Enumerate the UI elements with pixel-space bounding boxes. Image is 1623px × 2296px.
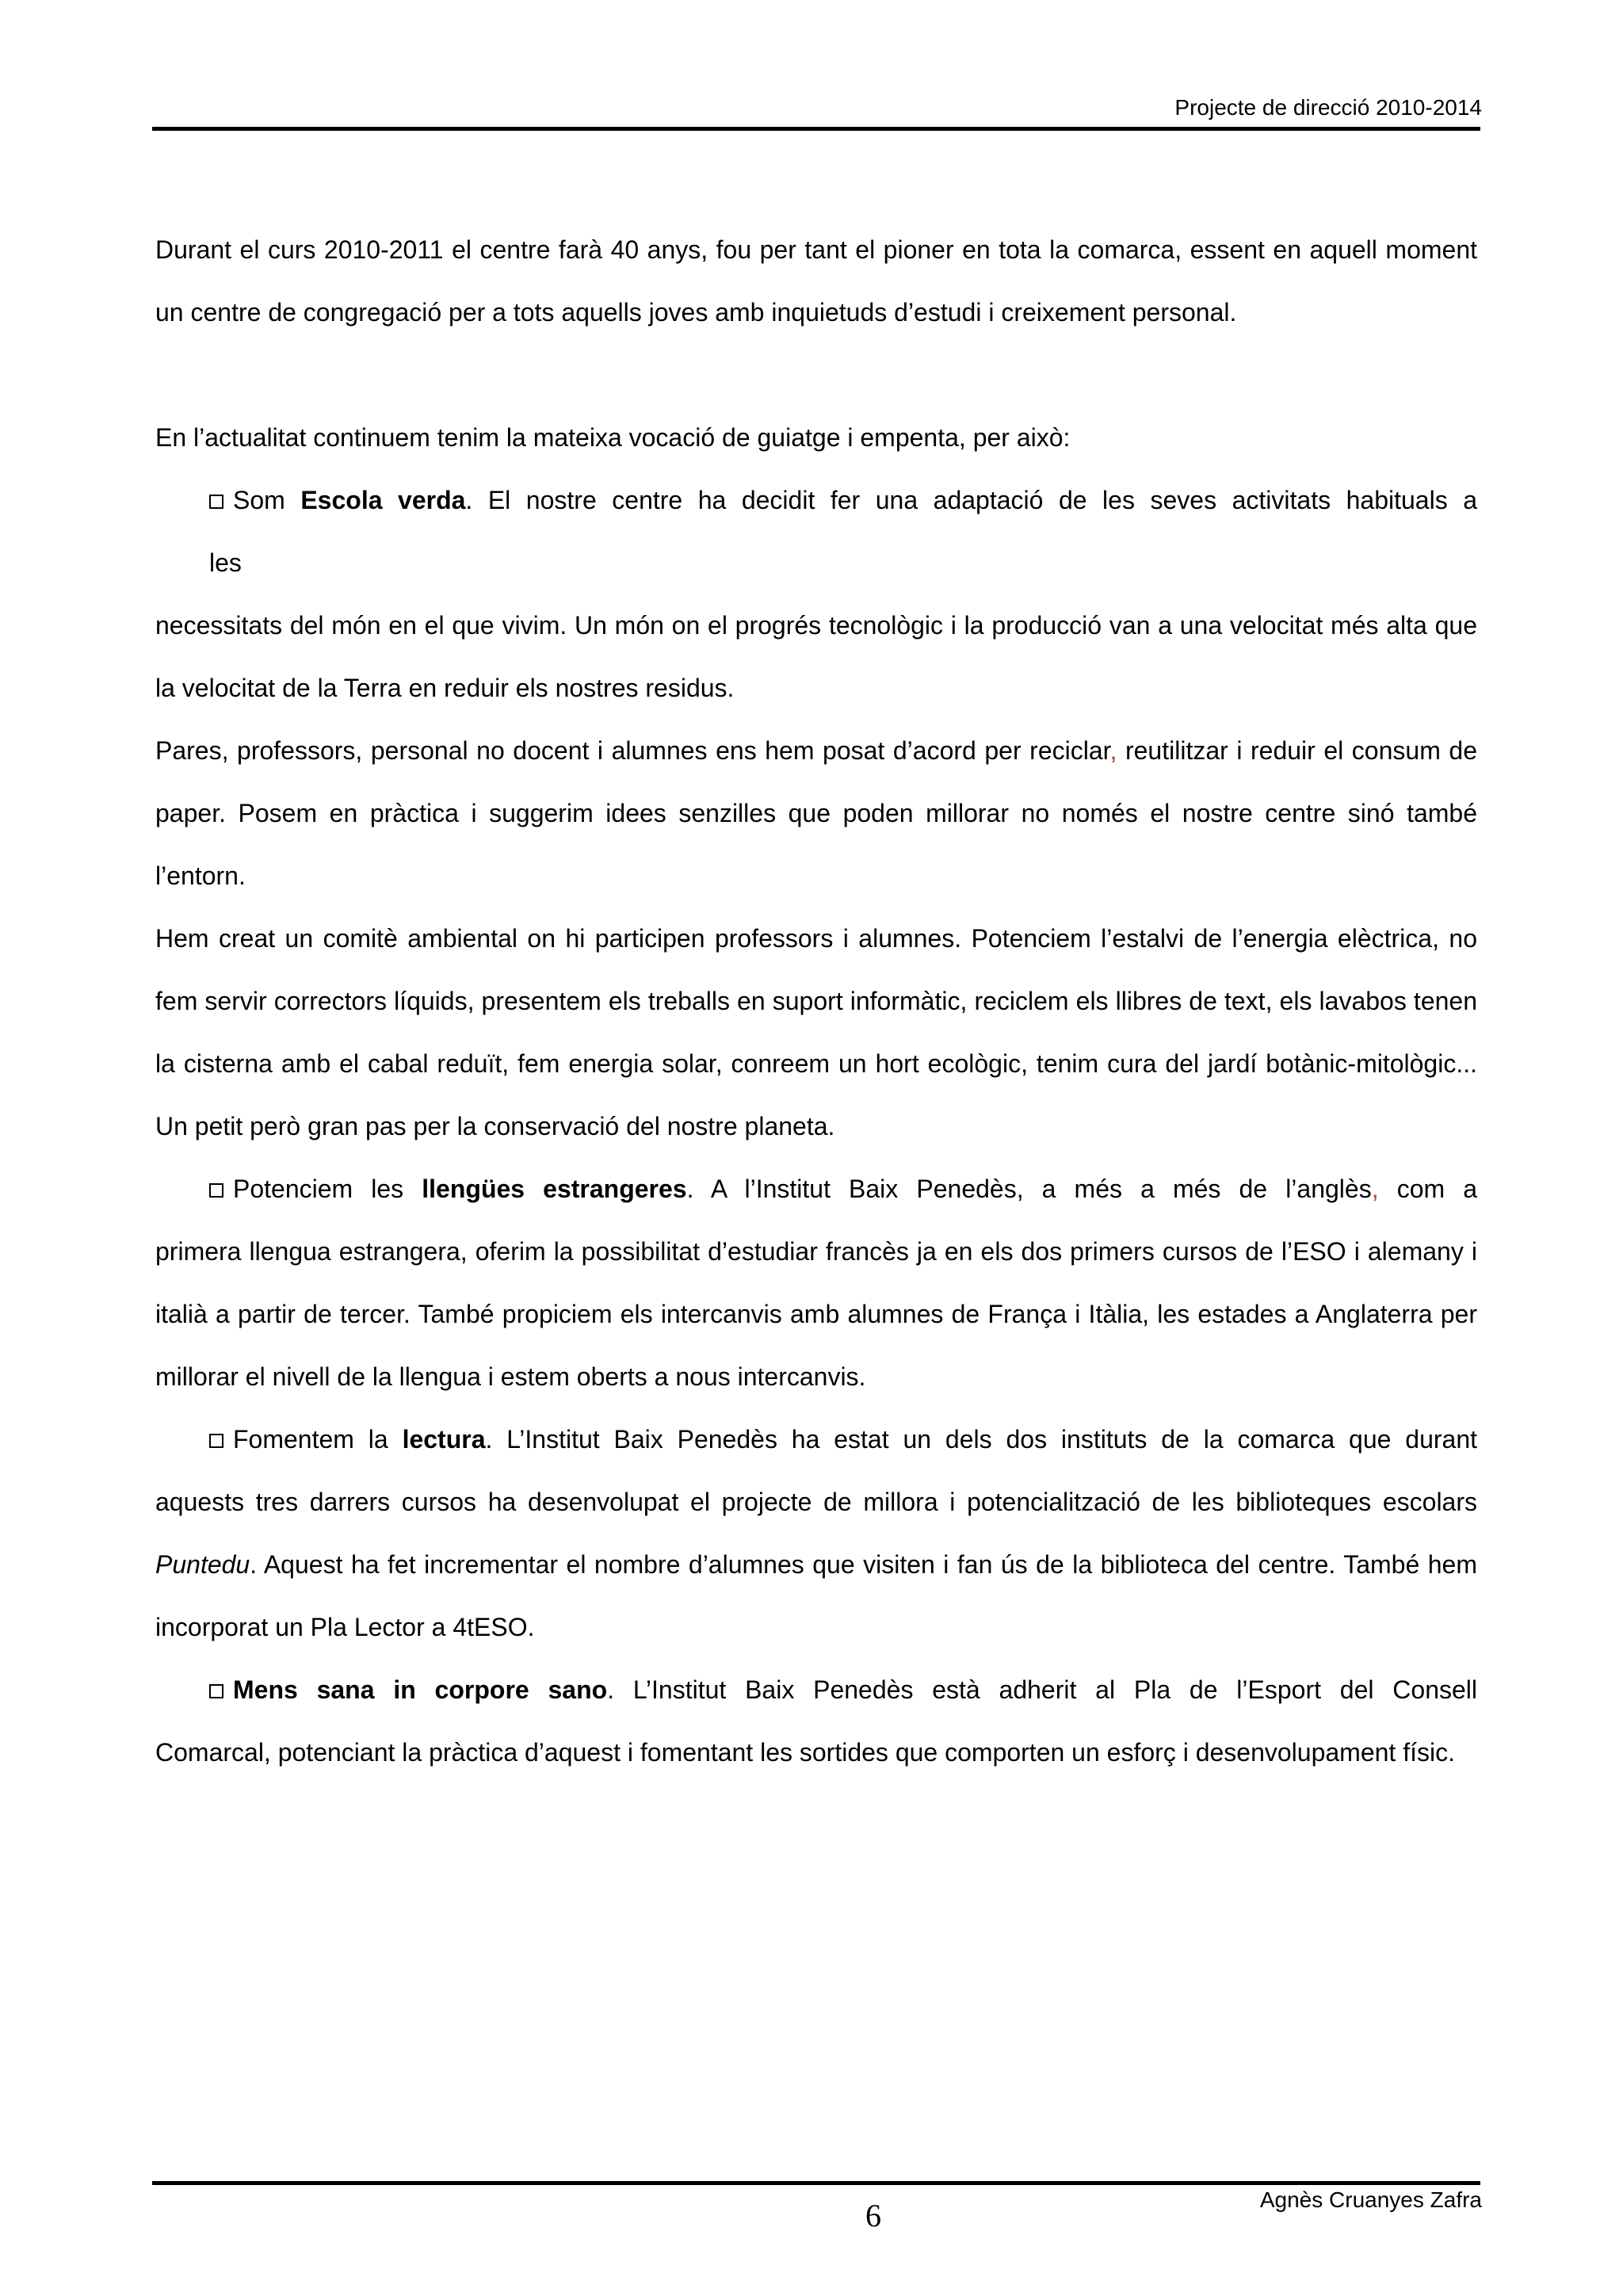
lectura-bullet [155,1408,1477,1471]
checkbox-bullet-icon [209,1684,223,1698]
intro-lead-paragraph: En l’actualitat continuem tenim la mateixa vocació de guiatge i empenta, per això: [155,423,1071,452]
page-header-title: Projecte de direcció 2010-2014 [1174,95,1482,120]
escola-verda-p2-a: Pares, professors, personal no docent i alumnes ens hem posat d’acord per reciclar [155,736,1110,765]
lectura-post: . L’Institut Baix Penedès ha estat un dels dos instituts de la comarca que durant [485,1425,1478,1454]
escola-verda-paragraph-1: necessitats del món en el que vivim. Un món on el progrés tecnològic i la producció van a una velocitat més alta que la velocitat de la Terra en reduir els nostres residus. [155,611,1477,702]
footer-author: Agnès Cruanyes Zafra [1259,2187,1482,2212]
lectura-paragraph [155,1471,1477,1659]
llengues-mid: . A l’Institut Baix Penedès, a més a més de l’anglès [686,1175,1372,1203]
lectura-rest-a: aquests tres darrers cursos ha desenvolupat el projecte de millora i potencialització de les biblioteques escolars [155,1488,1477,1516]
escola-verda-post: . El nostre centre ha decidit fer una adaptació de les seves activitats habituals a [465,486,1478,514]
lectura-bold: lectura [402,1425,486,1454]
escola-verda-paragraph-3: Hem creat un comitè ambiental on hi participen professors i alumnes. Potenciem l’estalvi de l’energia elèctrica, no fem servir correctors líquids, presentem els treballs en suport informàtic, reciclem els llibres de text, els lavabos tenen la cisterna amb el cabal reduït, fem energia solar, conreem un hort ecològic, tenim cura del jardí botànic-mitològic... Un petit però gran pas per la conservació del nostre planeta. [155,924,1477,1140]
llengues-pre: Potenciem les [233,1175,422,1203]
document-body [155,219,1477,1784]
intro-paragraph: Durant el curs 2010-2011 el centre farà 40 anys, fou per tant el pioner en tota la comarca, essent en aquell moment un centre de congregació per a tots aquells joves amb inquietuds d’estudi i creixement personal. [155,235,1477,327]
escola-verda-paragraph-2 [155,720,1477,907]
esport-bullet [155,1659,1477,1721]
escola-verda-p2-b: reutilitzar i reduir el consum de paper. Posem en pràctica i suggerim idees senzilles que poden millorar no només el nostre centre sinó també l’entorn. [155,736,1478,890]
escola-verda-bold: Escola verda [300,486,466,514]
llengues-comma: , [1371,1175,1379,1203]
checkbox-bullet-icon [209,1434,223,1448]
escola-verda-les: les [209,548,242,577]
page-number: 6 [865,2198,881,2233]
llengues-post: com a [1378,1175,1478,1203]
llengues-bold: llengües estrangeres [422,1175,687,1203]
esport-paragraph: Comarcal, potenciant la pràctica d’aquest i fomentant les sortides que comporten un esforç i desenvolupament físic. [155,1738,1455,1767]
esport-post: . L’Institut Baix Penedès està adherit al Pla de l’Esport del Consell [607,1675,1478,1704]
llengues-bullet [155,1158,1477,1221]
esport-bold: Mens sana in corpore sano [233,1675,608,1704]
escola-verda-p2-comma: , [1109,736,1117,765]
lectura-pre: Fomentem la [233,1425,403,1454]
header-rule [152,127,1480,131]
lectura-rest-b: . Aquest ha fet incrementar el nombre d’alumnes que visiten i fan ús de la biblioteca del centre. També hem incorporat un Pla Lector a 4tESO. [155,1550,1477,1641]
checkbox-bullet-icon [209,495,223,509]
escola-verda-bullet [155,469,1477,532]
escola-verda-pre: Som [233,486,301,514]
lectura-italic: Puntedu [155,1550,250,1579]
llengues-paragraph: primera llengua estrangera, oferim la possibilitat d’estudiar francès ja en els dos primers cursos de l’ESO i alemany i italià a partir de tercer. També propiciem els intercanvis amb alumnes de França i Itàlia, les estades a Anglaterra per millorar el nivell de la llengua i estem oberts a nous intercanvis. [155,1237,1477,1391]
checkbox-bullet-icon [209,1183,223,1198]
footer-rule [152,2181,1480,2185]
